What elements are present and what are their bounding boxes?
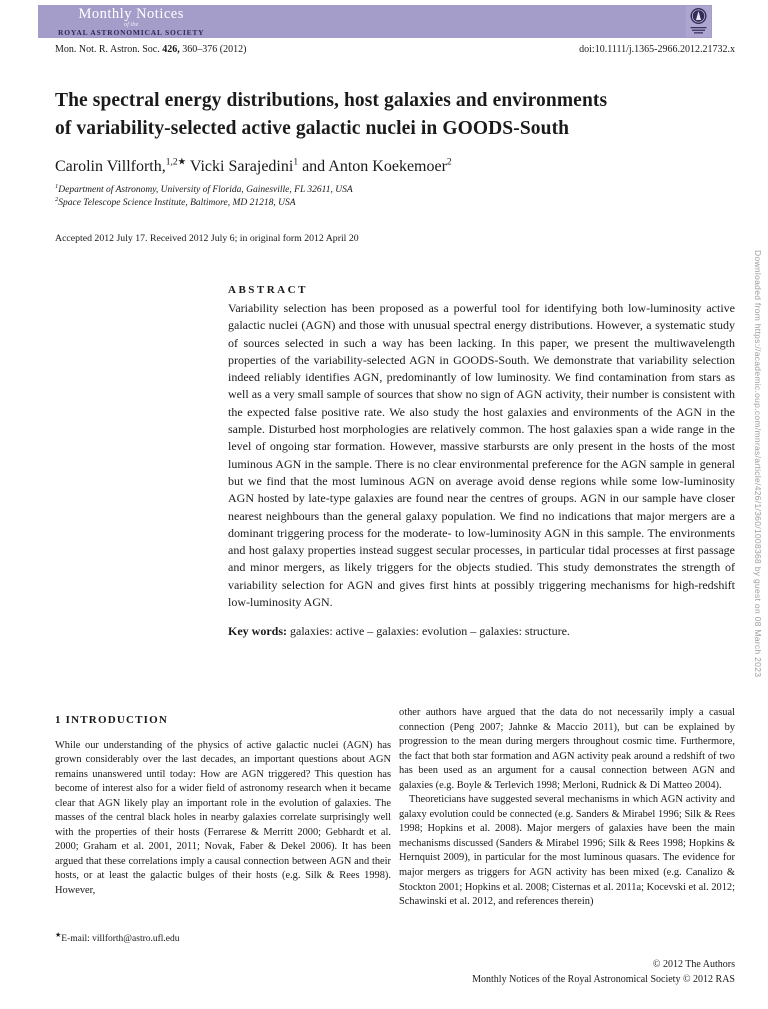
doi-text: doi:10.1111/j.1365-2966.2012.21732.x [579,44,735,55]
citation-volume: 426, [162,44,180,55]
affiliation-line [55,184,715,197]
author-2-affil-sup: 1 [293,157,299,168]
citation-pages: 360–376 (2012) [179,44,247,55]
citation-row [55,44,735,55]
affiliation-2-text: Space Telescope Science Institute, Baltimore, MD 21218, USA [58,197,296,208]
abstract-heading: ABSTRACT [228,284,308,296]
abstract-block [228,284,735,640]
citation-pre: Mon. Not. R. Astron. Soc. [55,44,163,55]
intro-column-right [399,706,735,910]
keywords-line [228,623,735,640]
society-name: ROYAL ASTRONOMICAL SOCIETY [58,28,205,37]
intro-paragraph-2: Theoreticians have suggested several mechanisms in which AGN activity and galaxy evolution could be connected (e.g. Sanders & Mirabel 1996; Silk & Rees 1998; Hopkins et al. 2008). Major mergers of galaxies have been the main mechanisms discussed (Sanders & Mirabel 1996; Silk & Rees 1998; Hopkins & Hernquist 2009), in particular for the most luminous quasars. The evidence for major mergers as triggers for AGN activity has been mixed (e.g. Canalizo & Stockton 2001; Hopkins et al. 2008; Cisternas et al. 2011a; Kocevski et al. 2012; Schawinski et al. 2012, and references therein) [399,794,735,908]
journal-masthead-banner [38,5,712,38]
download-watermark: Downloaded from https://academic.oup.com/mnras/article/426/1/360/1008368 by guest on 08 March 2023 [753,250,763,678]
masthead-text [58,7,204,37]
author-3-affil-sup: 2 [446,157,452,168]
footnote-star-icon: ★ [55,931,62,939]
author-1: Carolin Villforth, [55,158,166,175]
intro-column-left [55,706,391,899]
paper-title-line2: of variability-selected active galactic nuclei in GOODS-South [55,117,570,139]
intro-paragraph-1-continued: other authors have argued that the data do not necessarily imply a casual connection (Peng 2007; Jahnke & Maccio 2011), but can be explained by progression to the mean during mergers throughout cosmic time. Furthermore, the fact that both star formation and AGN activity peak around a redshift of two has been used as an argument for a causal connection between AGN and galaxies (e.g. Boyle & Terlevich 1998; Merloni, Rudnick & Di Matteo 2004). [399,707,735,791]
journal-of-the: of the [123,21,139,28]
keywords-text: galaxies: active – galaxies: evolution – galaxies: structure. [287,624,570,639]
abstract-body: Variability selection has been proposed as a powerful tool for identifying both low-luminosity active galactic nuclei (AGN) and those with unusual spectral energy distributions. However, a systematic study of sources selected in such a way has been lacking. In this paper, we present the multiwavelength properties of the variability-selected AGN in GOODS-South. We demonstrate that variability selection indeed reliably identifies AGN, predominantly of low luminosity. We find contamination from stars as well as a very small sample of sources that show no sign of AGN activity, their number is consistent with the expected false positive rate. We also study the host galaxies and environments of the AGN in the sample. Disturbed host morphologies are relatively common. The host galaxies span a wide range in the level of ongoing star formation. However, massive starbursts are only present in the hosts of the most luminous AGN in the sample. There is no clear environmental preference for the AGN sample in general but we find that the most luminous AGN on average avoid dense regions while some low-luminosity AGN hosted by late-type galaxies are found near the centres of groups. AGN in our sample have closer nearest neighbours than the general galaxy population. We find no indications that major mergers are a dominant triggering process for the moderate- to low-luminosity AGN in this sample. The environments and host galaxy properties instead suggest secular processes, in particular tidal processes at first passage and minor mergers, as likely triggers for the objects studied. This study demonstrates the strength of variability selection for AGN and gives first hints at possibly triggering mechanisms for high-redshift low-luminosity AGN. [228,301,735,610]
paper-title [55,87,715,142]
author-2: Vicki Sarajedini [186,158,294,175]
affiliations [55,184,715,209]
copyright-line-2: Monthly Notices of the Royal Astronomical Society © 2012 RAS [472,973,735,985]
citation-line [55,44,246,55]
affiliation-2-sup: 2 [55,195,59,203]
footnote-email-text: E-mail: villforth@astro.ufl.edu [61,934,180,945]
ras-seal-icon [686,6,711,37]
copyright-block [472,958,735,987]
keywords-label: Key words: [228,624,287,639]
email-footnote [55,931,180,944]
journal-name: Monthly Notices [78,6,184,22]
affiliation-1-text: Department of Astronomy, University of Florida, Gainesville, FL 32611, USA [58,185,353,195]
intro-paragraph-1: While our understanding of the physics of active galactic nuclei (AGN) has grown considerably over the last decades, an important questions about AGN remains unanswered until today: How are AGN triggered? This question has become of interest also for a wider field of astronomy research when it became clear that AGN likely play an important role in the evolution of galaxies. The masses of the central black holes in nearby galaxies correlate surprisingly well with the properties of their hosts (Ferrarese & Merritt 2000; Gebhardt et al. 2000; Graham et al. 2001, 2011; Novak, Faber & Dekel 2006). It has been argued that these correlations imply a causal connection between AGN and their hosts, or at least the galactic bulges of their hosts (e.g. Silk & Rees 1998). However, [55,739,391,897]
author-1-affil-sup: 1,2★ [165,157,187,168]
author-3: and Anton Koekemoer [298,158,447,175]
affiliation-line [55,197,715,210]
affiliation-1-sup: 1 [55,182,59,190]
paper-title-line1: The spectral energy distributions, host galaxies and environments [55,90,608,111]
dates-line: Accepted 2012 July 17. Received 2012 July 6; in original form 2012 April 20 [55,233,359,244]
copyright-line-1: © 2012 The Authors [652,959,735,970]
author-line [55,158,715,176]
section-heading-introduction: 1 INTRODUCTION [55,714,169,726]
